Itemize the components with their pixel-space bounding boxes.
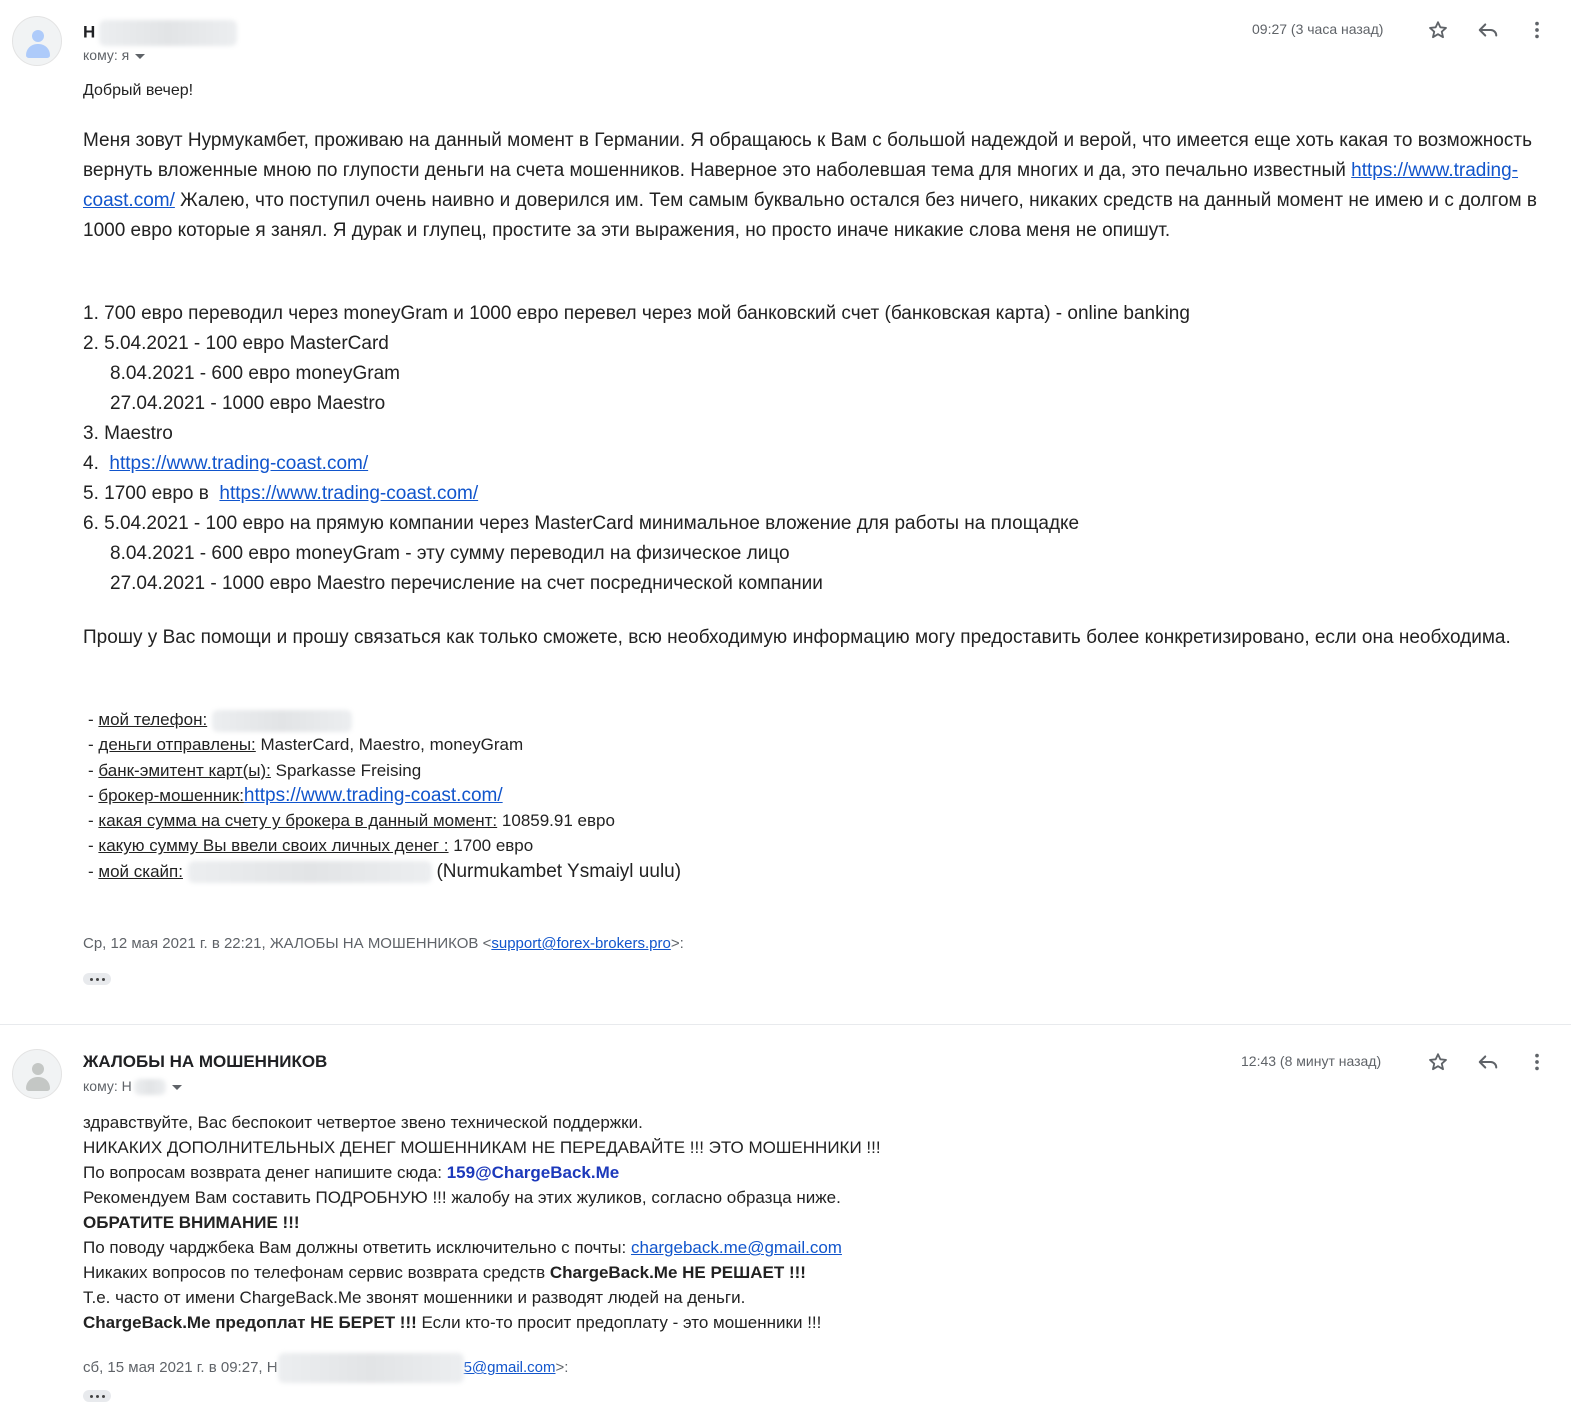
list-item: 2. 5.04.2021 - 100 евро MasterCard (83, 333, 389, 354)
star-icon (1427, 19, 1449, 41)
recipient-dropdown[interactable]: кому: я (83, 47, 145, 63)
chargeback-email[interactable]: 159@ChargeBack.Me (446, 1163, 620, 1182)
list-item: 3. Maestro (83, 423, 173, 444)
list-item: 4. https://www.trading-coast.com/ (83, 453, 369, 474)
list-item: 27.04.2021 - 1000 евро Maestro (110, 393, 386, 414)
reply-button[interactable] (1475, 1049, 1501, 1075)
person-icon (32, 1063, 44, 1075)
intro-paragraph: Меня зовут Нурмукамбет, проживаю на данный момент в Германии. Я обращаюсь к Вам с большой надеждой и верой, что имеется еще хоть какая то возможность вернуть вложенные мною по глупости деньги на счета мошенников. Наверное это наболевшая тема для многих и да, это печально известный https://www.trading-coast.com/ Жалею, что поступил очень наивно и доверился им. Тем самым буквально остался без ничего, никаких средств на данный момент не имею и с долгом в 1000 евро которые я занял. Я дурак и глупец, простите за эти выражения, но просто иначе никакие слова меня не опишут. (83, 130, 1537, 241)
body-line: Рекомендуем Вам составить ПОДРОБНУЮ !!! жалобу на этих жуликов, согласно образца ниже. (83, 1188, 841, 1207)
details-list (88, 707, 681, 884)
list-item: 5. 1700 евро в https://www.trading-coast.com/ (83, 483, 479, 504)
more-options-button[interactable] (1524, 17, 1550, 43)
reply-icon (1477, 19, 1499, 41)
list-item: 1. 700 евро переводил через moneyGram и 1000 евро перевел через мой банковский счет (банковская карта) - online banking (83, 303, 1190, 324)
more-vert-icon (1526, 1051, 1548, 1073)
more-vert-icon (1526, 19, 1548, 41)
chevron-down-icon (135, 54, 145, 59)
body-line: Т.е. часто от имени ChargeBack.Me звонят мошенники и разводят людей на деньги. (83, 1288, 746, 1307)
list-item: 6. 5.04.2021 - 100 евро на прямую компании через MasterCard минимальное вложение для работы на площадке (83, 513, 1080, 534)
quoted-email-link[interactable]: support@forex-brokers.pro (491, 935, 671, 952)
message-time: 12:43 (8 минут назад) (1241, 1053, 1382, 1069)
sender-avatar[interactable] (12, 16, 62, 66)
detail-sent: - деньги отправлены: MasterCard, Maestro, moneyGram (88, 735, 524, 755)
detail-phone: - мой телефон: (88, 707, 681, 732)
show-trimmed-button[interactable] (83, 973, 111, 985)
body-line: Никаких вопросов по телефонам сервис возврата средств ChargeBack.Me НЕ РЕШАЕТ !!! (83, 1263, 806, 1282)
trading-coast-link[interactable]: https://www.trading-coast.com/ (219, 483, 479, 504)
trading-coast-link[interactable]: https://www.trading-coast.com/ (83, 160, 1519, 211)
detail-invested: - какую сумму Вы ввели своих личных денег : 1700 евро (88, 836, 534, 856)
redacted-skype (188, 861, 432, 883)
body-line: ОБРАТИТЕ ВНИМАНИЕ !!! (83, 1213, 300, 1232)
reply-button[interactable] (1475, 17, 1501, 43)
person-icon (32, 30, 44, 42)
sender-name[interactable]: Н (83, 20, 237, 46)
redacted-phone (212, 710, 352, 732)
star-button[interactable] (1425, 1049, 1451, 1075)
list-item: 8.04.2021 - 600 евро moneyGram (110, 363, 400, 384)
redacted-name (99, 20, 237, 46)
payments-list (83, 299, 1543, 599)
body-line: По вопросам возврата денег напишите сюда: 159@ChargeBack.Me (83, 1163, 620, 1182)
chevron-down-icon (172, 1085, 182, 1090)
list-item: 8.04.2021 - 600 евро moneyGram - эту сумму переводил на физическое лицо (110, 543, 790, 564)
detail-bank: - банк-эмитент карт(ы): Sparkasse Freising (88, 760, 422, 780)
redacted-email (278, 1353, 464, 1383)
redacted-recipient (134, 1079, 166, 1095)
reply-icon (1477, 1051, 1499, 1073)
quoted-header: сб, 15 мая 2021 г. в 09:27, Н 5@gmail.com>: (83, 1353, 568, 1383)
message-divider (0, 1024, 1571, 1025)
body-line: По поводу чарджбека Вам должны ответить исключительно с почты: chargeback.me@gmail.com (83, 1238, 842, 1257)
reply-body (83, 1110, 1483, 1335)
recipient-dropdown[interactable]: кому: Н (83, 1078, 182, 1095)
greeting: Добрый вечер! (83, 82, 194, 99)
more-options-button[interactable] (1524, 1049, 1550, 1075)
detail-balance: - какая сумма на счету у брокера в данный момент: 10859.91 евро (88, 811, 615, 831)
star-button[interactable] (1425, 17, 1451, 43)
star-icon (1427, 1051, 1449, 1073)
quoted-header: Ср, 12 мая 2021 г. в 22:21, ЖАЛОБЫ НА МОШЕННИКОВ <support@forex-brokers.pro>: (83, 935, 684, 952)
show-trimmed-button[interactable] (83, 1390, 111, 1402)
quoted-email-link[interactable]: 5@gmail.com (463, 1358, 556, 1376)
sender-avatar[interactable] (12, 1049, 62, 1099)
trading-coast-link[interactable]: https://www.trading-coast.com/ (243, 784, 503, 806)
body-line: НИКАКИХ ДОПОЛНИТЕЛЬНЫХ ДЕНЕГ МОШЕННИКАМ НЕ ПЕРЕДАВАЙТЕ !!! ЭТО МОШЕННИКИ !!! (83, 1138, 881, 1157)
detail-skype: - мой скайп: (Nurmukambet Ysmaiyl uulu) (88, 860, 682, 882)
request-paragraph: Прошу у Вас помощи и прошу связаться как только сможете, всю необходимую информацию могу предоставить более конкретизировано, если она необходима. (83, 627, 1511, 648)
list-item: 27.04.2021 - 1000 евро Maestro перечисление на счет посреднической компании (110, 573, 823, 594)
ellipsis-icon (90, 1395, 93, 1398)
body-line: здравствуйте, Вас беспокоит четвертое звено технической поддержки. (83, 1113, 643, 1132)
ellipsis-icon (90, 978, 93, 981)
trading-coast-link[interactable]: https://www.trading-coast.com/ (109, 453, 369, 474)
chargeback-gmail-link[interactable]: chargeback.me@gmail.com (630, 1238, 842, 1257)
message-time: 09:27 (3 часа назад) (1252, 21, 1384, 37)
body-line: ChargeBack.Me предоплат НЕ БЕРЕТ !!! Если кто-то просит предоплату - это мошенники !!! (83, 1313, 822, 1332)
detail-broker: - брокер-мошенник:https://www.trading-coast.com/ (88, 784, 503, 806)
sender-name[interactable]: ЖАЛОБЫ НА МОШЕННИКОВ (83, 1052, 328, 1071)
